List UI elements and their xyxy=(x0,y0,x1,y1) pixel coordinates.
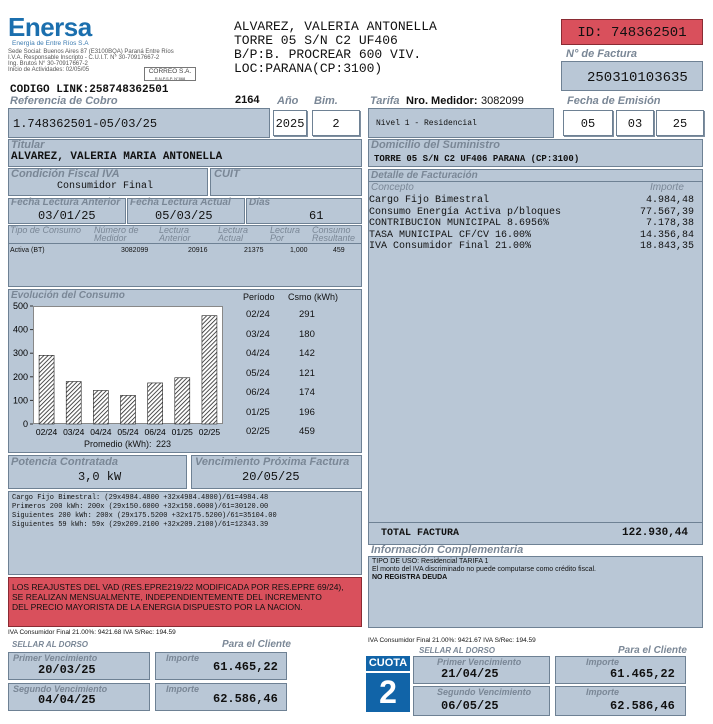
chart-table-period: 04/24 xyxy=(246,348,270,359)
meter-header-consumo: Consumo Resultante xyxy=(312,225,356,243)
bar xyxy=(175,378,190,424)
bar xyxy=(66,382,81,424)
x-tick-label: 02/25 xyxy=(198,427,221,437)
titular-value: ALVAREZ, VALERIA MARIA ANTONELLA xyxy=(11,151,223,163)
chart-table-period: 02/25 xyxy=(246,426,270,437)
x-tick-label: 02/24 xyxy=(35,427,58,437)
stub-right-segundo-importe-label: Importe xyxy=(586,687,620,697)
chart-table-period: 01/25 xyxy=(246,406,270,418)
stub-right-segundo-importe: 62.586,46 xyxy=(610,699,675,713)
chart-table-value: 121 xyxy=(299,367,315,379)
stub-left-segundo-importe: 62.586,46 xyxy=(213,692,278,706)
y-tick-label: 200 xyxy=(12,371,28,382)
stub-right-primer-label: Primer Vencimiento xyxy=(437,657,522,667)
emision-label: Fecha de Emisión xyxy=(567,95,661,107)
bim-label: Bim. xyxy=(314,95,338,107)
info-line-2: El monto del IVA discriminado no puede computarse como crédito fiscal. xyxy=(372,566,596,573)
factura-label: N° de Factura xyxy=(566,48,638,60)
stub-left-iva: IVA Consumidor Final 21.00%: 9421.68 IVA S/Rec: 194.59 xyxy=(8,629,176,636)
company-line-4: Inicio de Actividades: 02/05/05 xyxy=(8,67,90,73)
referencia-label: Referencia de Cobro xyxy=(10,95,118,107)
chart-average-label: Promedio (kWh): xyxy=(84,439,152,449)
info-content xyxy=(372,558,596,582)
chart-table-value: 142 xyxy=(299,348,315,359)
info-line-1: TIPO DE USO: Residencial TARIFA 1 xyxy=(372,558,489,565)
x-tick-label: 04/24 xyxy=(90,427,112,437)
emision-day: 05 xyxy=(563,110,613,136)
y-tick-label: 400 xyxy=(12,324,28,335)
stamp-text: CORREO S.A. xyxy=(148,68,192,75)
chart-average-value: 223 xyxy=(156,439,172,449)
medidor-label: Nro. Medidor: xyxy=(406,95,478,107)
stub-left-segundo-importe-label: Importe xyxy=(166,684,200,694)
stub-right-iva: IVA Consumidor Final 21.00%: 9421.67 IVA S/Rec: 194.59 xyxy=(368,637,536,644)
meter-header-anterior: Lectura Anterior xyxy=(159,225,191,243)
chart-table-period: 02/24 xyxy=(246,309,270,320)
stub-right-segundo-value: 06/05/25 xyxy=(441,699,499,713)
cuota-value: 2 xyxy=(366,673,410,712)
stub-right-segundo-label: Segundo Vencimiento xyxy=(437,687,532,697)
referencia-value: 1.748362501-05/03/25 xyxy=(13,117,158,131)
warning-line-3: DEL PRECIO MAYORISTA DE LA ENERGIA DISPUESTO POR LA NACION. xyxy=(12,602,303,612)
bar xyxy=(148,383,163,424)
anio-field: 2025 xyxy=(273,110,307,136)
stub-right-primer-value: 21/04/25 xyxy=(441,667,499,681)
domicilio-label: Domicilio del Suministro xyxy=(371,139,500,151)
meter-header-actual: Lectura Actual xyxy=(218,225,249,243)
bar xyxy=(93,390,108,424)
meter-cell-actual: 21375 xyxy=(244,247,264,254)
meter-cell-medidor: 3082099 xyxy=(121,247,149,254)
detalle-label: Detalle de Facturación xyxy=(371,170,478,181)
detalle-importe: 18.843,35 xyxy=(639,241,694,252)
detalle-importe: 4.984,48 xyxy=(645,195,694,206)
vencimiento-proxima-value: 20/05/25 xyxy=(242,470,300,484)
detalle-importe: 7.178,38 xyxy=(645,218,694,229)
emision-month: 03 xyxy=(616,110,654,136)
warning-box xyxy=(8,577,362,627)
chart-table-value: 459 xyxy=(299,426,315,437)
potencia-label: Potencia Contratada xyxy=(11,456,118,468)
meter-cell-por: 1,000 xyxy=(290,247,308,254)
customer-name: ALVAREZ, VALERIA ANTONELLA xyxy=(234,19,437,34)
lectura-anterior-value: 03/01/25 xyxy=(38,209,96,223)
calc-line-3: Siguientes 200 kWh: 200x (29x175.5200 +32x175.5200)/61=35104.00 xyxy=(12,512,277,520)
dias-label: Días xyxy=(249,197,271,208)
chart-table-value: 291 xyxy=(299,309,315,320)
cuit-label: CUIT xyxy=(214,168,240,180)
total-line xyxy=(368,522,703,523)
total-label: TOTAL FACTURA xyxy=(381,528,460,539)
warning-line-2: SE REALIZAN MENSUALMENTE, INDEPENDIENTEMENTE DEL INCREMENTO xyxy=(12,592,322,602)
tarifa-value: Nivel 1 - Residencial xyxy=(376,119,477,128)
logo-subtitle: Energía de Entre Ríos S.A xyxy=(12,40,89,47)
customer-address-1: TORRE 05 S/N C2 UF406 xyxy=(234,33,398,48)
company-line-3: Ing. Brutos N° 30-70917667-2 xyxy=(8,61,88,67)
bim-field: 2 xyxy=(312,110,360,136)
detalle-concepto: TASA MUNICIPAL CF/CV 16.00% xyxy=(369,229,532,241)
chart-table-value: 180 xyxy=(299,328,315,340)
warning-line-1: LOS REAJUSTES DEL VAD (RES.EPRE219/22 MODIFICADA POR RES.EPRE 69/24), xyxy=(12,582,344,592)
tarifa-label: Tarifa xyxy=(370,95,400,107)
stub-left-para: Para el Cliente xyxy=(222,639,291,650)
titular-label: Titular xyxy=(11,139,45,151)
dias-value: 61 xyxy=(309,209,324,223)
referencia-code: 2164 xyxy=(235,94,260,106)
stub-left-segundo-label: Segundo Vencimiento xyxy=(13,684,108,694)
id-box: ID: 748362501 xyxy=(561,19,703,45)
meter-header-medidor: Número de Medidor xyxy=(94,225,139,243)
info-label: Información Complementaria xyxy=(371,544,524,556)
chart-title: Evolución del Consumo xyxy=(11,290,125,301)
anio-label: Año xyxy=(277,95,299,107)
company-line-1: Sede Social: Buenos Aires 87 (E3100BQA) Paraná Entre Ríos xyxy=(8,49,174,55)
detalle-importe: 14.356,84 xyxy=(639,229,694,241)
total-value: 122.930,44 xyxy=(622,527,689,539)
meter-header-tipo: Tipo de Consumo xyxy=(10,225,81,235)
calc-line-4: Siguientes 59 kWh: 59x (29x209.2100 +32x209.2100)/61=12343.39 xyxy=(12,521,269,529)
customer-address-3: LOC:PARANA(CP:3100) xyxy=(234,61,383,76)
potencia-value: 3,0 kW xyxy=(78,470,122,484)
stub-left-primer-importe-label: Importe xyxy=(166,653,200,663)
detalle-importe: 77.567,39 xyxy=(639,206,694,218)
lectura-actual-value: 05/03/25 xyxy=(155,209,213,223)
domicilio-value: TORRE 05 S/N C2 UF406 PARANA (CP:3100) xyxy=(374,154,580,164)
chart-table-header-csmo: Csmo (kWh) xyxy=(288,292,338,302)
stub-right-primer-importe-label: Importe xyxy=(586,657,620,667)
meter-header-por: Lectura Por xyxy=(270,225,301,243)
stub-right-sellar: SELLAR AL DORSO xyxy=(419,646,496,655)
medidor-value: 3082099 xyxy=(481,95,524,107)
y-tick-label: 0 xyxy=(22,419,28,429)
stamp-sub: R.N.P.S.P. N°868 xyxy=(154,76,186,81)
chart-table-header-periodo: Período xyxy=(243,292,275,302)
calculation-lines xyxy=(12,494,277,530)
condicion-value: Consumidor Final xyxy=(57,181,154,192)
stub-left-primer-value: 20/03/25 xyxy=(38,663,96,677)
x-tick-label: 03/24 xyxy=(63,427,85,437)
chart-table-value: 174 xyxy=(299,387,315,398)
cuota-badge xyxy=(366,656,410,712)
meter-cell-tipo: Activa (BT) xyxy=(10,247,45,254)
stub-left-sellar: SELLAR AL DORSO xyxy=(12,640,89,649)
x-tick-label: 01/25 xyxy=(171,427,193,437)
logo-brand: Enersa xyxy=(8,12,92,42)
y-tick-label: 100 xyxy=(12,395,28,406)
condicion-label: Condición Fiscal IVA xyxy=(11,168,120,180)
meter-cell-anterior: 20916 xyxy=(188,247,208,254)
importe-label: Importe xyxy=(650,182,684,193)
stub-left-primer-importe: 61.465,22 xyxy=(213,660,278,674)
y-tick-label: 300 xyxy=(12,348,28,359)
concepto-label: Concepto xyxy=(371,182,414,193)
detalle-concepto: IVA Consumidor Final 21.00% xyxy=(369,241,532,252)
x-tick-label: 06/24 xyxy=(144,427,166,437)
info-bold-line: NO REGISTRA DEUDA xyxy=(372,574,448,581)
emision-year: 25 xyxy=(656,110,704,136)
chart-table-period: 05/24 xyxy=(246,367,270,379)
codigo-link: CODIGO LINK:258748362501 xyxy=(10,84,169,96)
chart-table-value: 196 xyxy=(299,406,315,418)
meter-cell-consumo: 459 xyxy=(333,247,345,254)
cuota-label: CUOTA xyxy=(366,656,410,671)
stub-left-segundo-value: 04/04/25 xyxy=(38,693,96,707)
chart-table-period: 06/24 xyxy=(246,387,270,398)
lectura-anterior-label: Fecha Lectura Anterior xyxy=(11,197,121,208)
lectura-actual-label: Fecha Lectura Actual xyxy=(130,197,231,208)
customer-address-2: B/P:B. PROCREAR 600 VIV. xyxy=(234,47,422,62)
x-tick-label: 05/24 xyxy=(117,427,139,437)
y-tick-label: 500 xyxy=(12,301,28,311)
detalle-concepto: CONTRIBUCION MUNICIPAL 8.6956% xyxy=(369,218,550,229)
stub-right-primer-importe: 61.465,22 xyxy=(610,667,675,681)
stub-left-primer-label: Primer Vencimiento xyxy=(13,653,98,663)
calc-line-1: Cargo Fijo Bimestral: (29x4984.4800 +32x4984.4800)/61=4984.48 xyxy=(12,494,269,502)
bar xyxy=(202,316,217,424)
company-line-2: I.V.A. Responsable Inscripto - C.U.I.T. N° 30-70917667-2 xyxy=(8,55,160,61)
calc-line-2: Primeros 200 kWh: 200x (29x150.6000 +32x150.6000)/61=30120.00 xyxy=(12,503,269,511)
bar xyxy=(121,395,136,424)
detalle-concepto: Cargo Fijo Bimestral xyxy=(369,195,490,206)
chart-table-period: 03/24 xyxy=(246,328,270,340)
bar xyxy=(39,355,54,424)
factura-number: 250310103635 xyxy=(587,70,688,86)
detalle-concepto: Consumo Energía Activa p/bloques xyxy=(369,206,562,218)
vencimiento-proxima-label: Vencimiento Próxima Factura xyxy=(195,456,350,468)
stub-right-para: Para el Cliente xyxy=(618,645,687,656)
